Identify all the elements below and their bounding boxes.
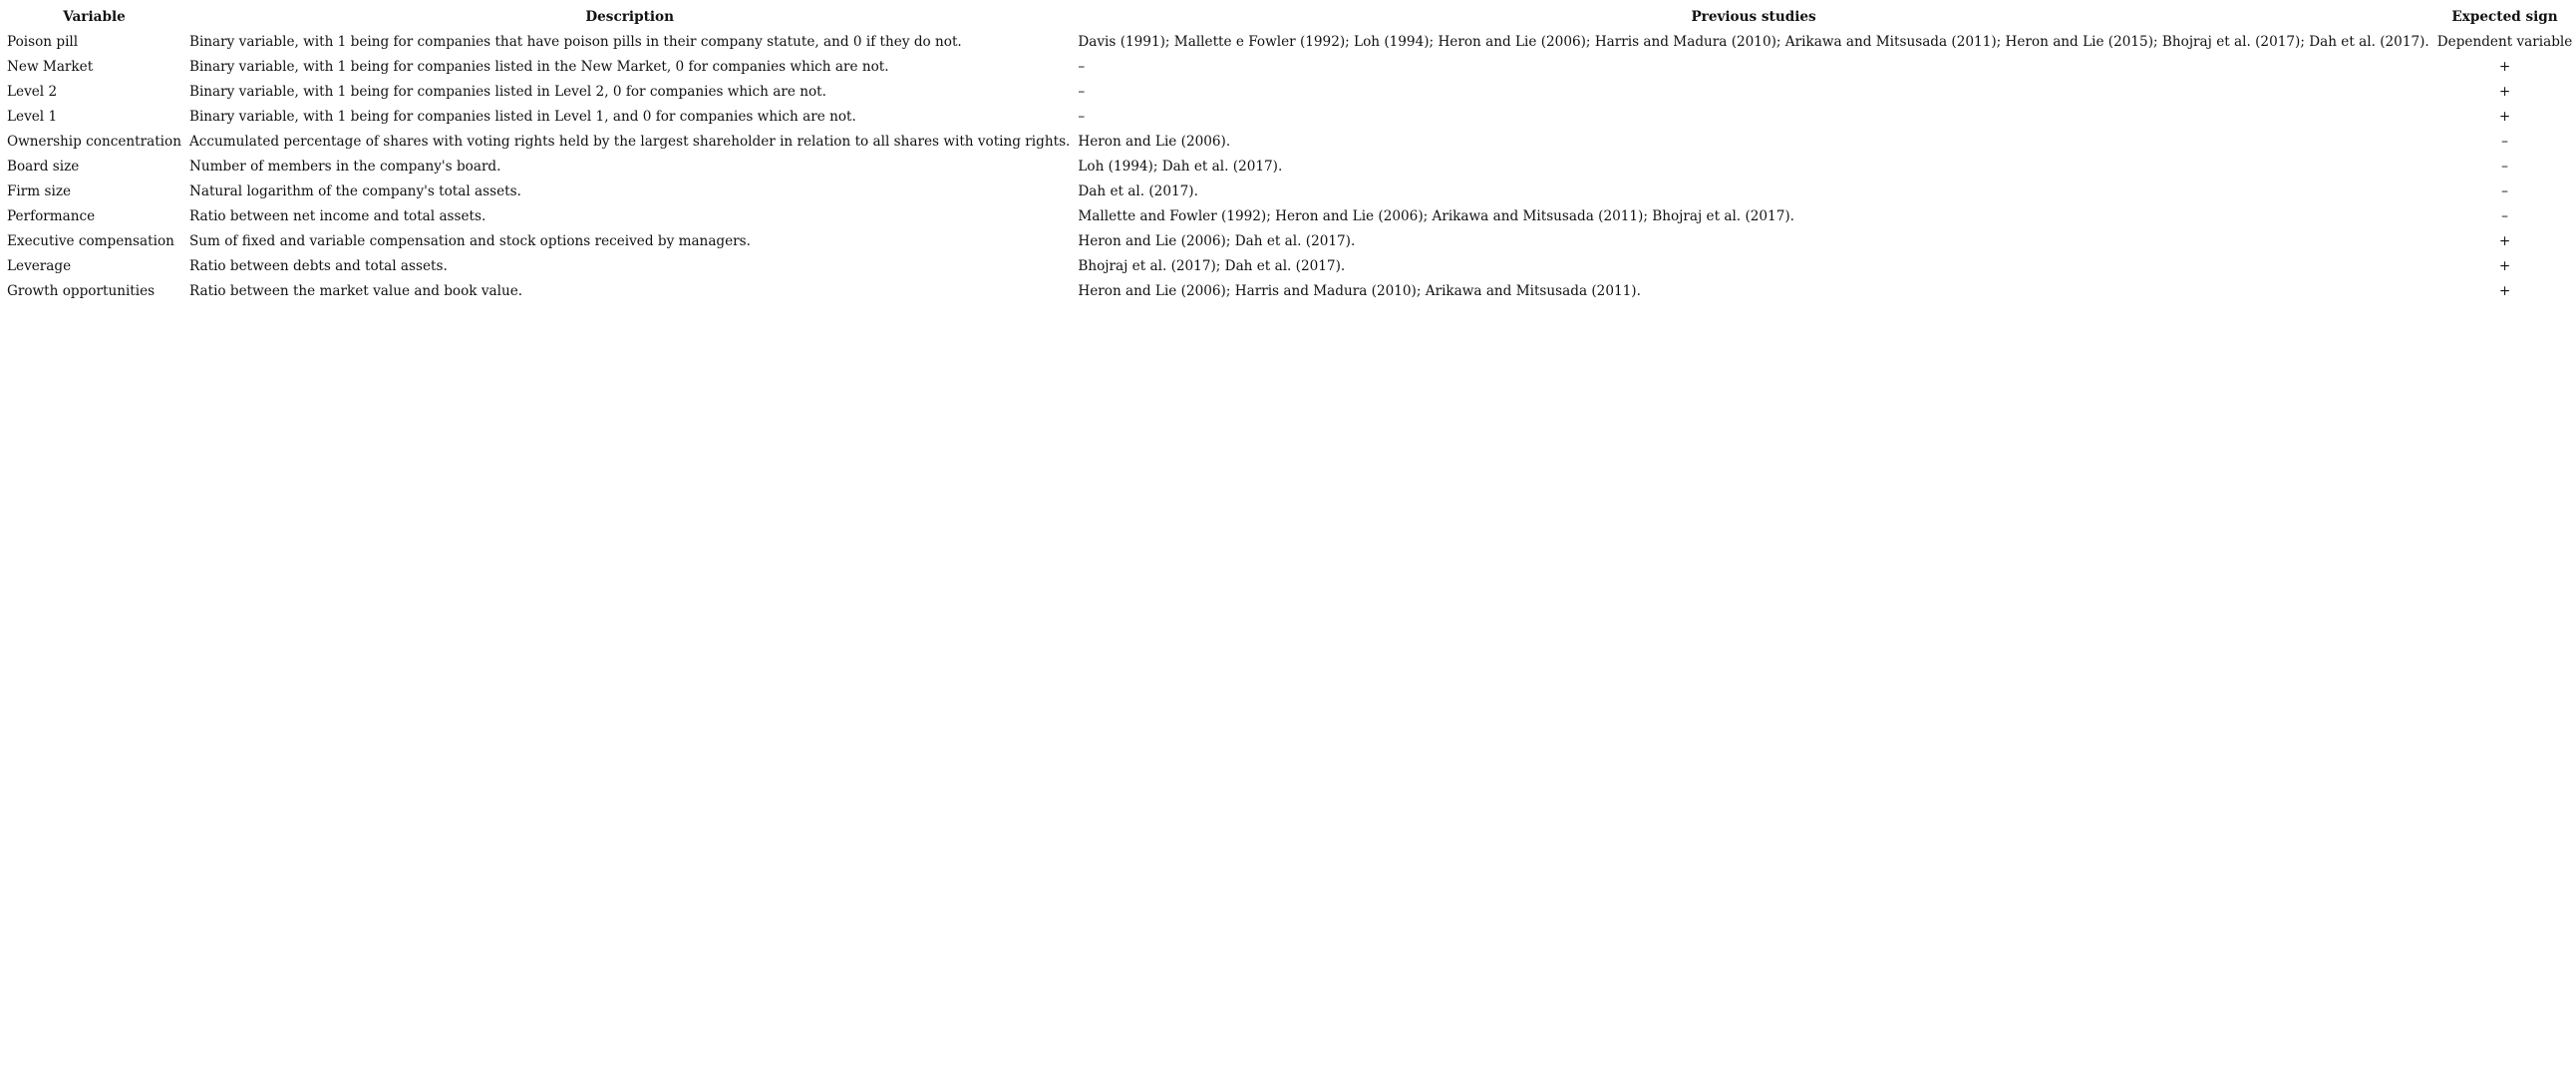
cell-previous-studies: Heron and Lie (2006); Harris and Madura (2010); Arikawa and Mitsusada (2011).	[1078, 283, 1641, 299]
cell-variable: Poison pill	[7, 34, 79, 50]
cell-description: Number of members in the company's board.	[188, 159, 501, 175]
cell-previous-studies: Bhojraj et al. (2017); Dah et al. (2017).	[1078, 258, 1346, 274]
cell-description: Ratio between debts and total assets.	[188, 258, 448, 274]
cell-expected-sign: –	[2501, 208, 2508, 224]
cell-description: Binary variable, with 1 being for companies that have poison pills in their company statute, and 0 if they do not.	[188, 34, 962, 50]
cell-expected-sign: +	[2498, 283, 2511, 299]
table-row	[3, 179, 2576, 204]
cell-variable: Performance	[7, 208, 96, 224]
cell-description: Natural logarithm of the company's total assets.	[188, 183, 521, 199]
cell-expected-sign: Dependent variable	[2436, 34, 2573, 50]
table-row	[3, 80, 2576, 105]
header-row	[3, 5, 2576, 30]
cell-expected-sign: +	[2498, 59, 2511, 75]
cell-variable: Executive compensation	[7, 233, 174, 249]
cell-variable: New Market	[7, 59, 94, 75]
table-row	[3, 30, 2576, 55]
table-row	[3, 55, 2576, 80]
variables-table	[3, 5, 2576, 304]
cell-description: Binary variable, with 1 being for companies listed in Level 1, and 0 for companies which are not.	[188, 109, 856, 125]
cell-variable: Ownership concentration	[7, 134, 181, 150]
table-body	[3, 30, 2576, 304]
cell-description: Sum of fixed and variable compensation and stock options received by managers.	[188, 233, 751, 249]
cell-description: Accumulated percentage of shares with voting rights held by the largest shareholder in relation to all shares with voting rights.	[188, 134, 1071, 150]
cell-previous-studies: Dah et al. (2017).	[1078, 183, 1198, 199]
header-previous-studies: Previous studies	[1691, 9, 1816, 25]
cell-previous-studies: Heron and Lie (2006).	[1078, 134, 1231, 150]
cell-previous-studies: Heron and Lie (2006); Dah et al. (2017).	[1078, 233, 1356, 249]
cell-expected-sign: +	[2498, 109, 2511, 125]
cell-description: Binary variable, with 1 being for companies listed in the New Market, 0 for companies which are not.	[188, 59, 889, 75]
cell-previous-studies: –	[1078, 109, 1086, 125]
cell-variable: Level 1	[7, 109, 58, 125]
cell-expected-sign: +	[2498, 84, 2511, 100]
cell-expected-sign: +	[2498, 233, 2511, 249]
table-row	[3, 254, 2576, 279]
cell-previous-studies: Loh (1994); Dah et al. (2017).	[1078, 159, 1283, 175]
table-row	[3, 204, 2576, 229]
cell-previous-studies: –	[1078, 84, 1086, 100]
table-row	[3, 105, 2576, 130]
cell-variable: Growth opportunities	[7, 283, 156, 299]
header-variable: Variable	[63, 9, 126, 25]
cell-previous-studies: Davis (1991); Mallette e Fowler (1992); Loh (1994); Heron and Lie (2006); Harris and Madura (2010); Arikawa and Mitsusada (2011); Heron and Lie (2015); Bhojraj et al. (2017); Dah et al. (2017).	[1078, 34, 2429, 50]
cell-variable: Firm size	[7, 183, 72, 199]
header-description: Description	[585, 9, 674, 25]
table-row	[3, 155, 2576, 179]
table-row	[3, 130, 2576, 155]
cell-description: Binary variable, with 1 being for companies listed in Level 2, 0 for companies which are not.	[188, 84, 826, 100]
cell-variable: Level 2	[7, 84, 58, 100]
cell-expected-sign: –	[2501, 134, 2508, 150]
cell-previous-studies: –	[1078, 59, 1086, 75]
cell-expected-sign: –	[2501, 183, 2508, 199]
table-header	[3, 5, 2576, 30]
table-row	[3, 229, 2576, 254]
cell-description: Ratio between the market value and book value.	[188, 283, 523, 299]
cell-previous-studies: Mallette and Fowler (1992); Heron and Lie (2006); Arikawa and Mitsusada (2011); Bhojraj et al. (2017).	[1078, 208, 1794, 224]
cell-expected-sign: –	[2501, 159, 2508, 175]
header-expected-sign: Expected sign	[2451, 9, 2558, 25]
cell-description: Ratio between net income and total assets.	[188, 208, 486, 224]
cell-variable: Board size	[7, 159, 80, 175]
cell-expected-sign: +	[2498, 258, 2511, 274]
table-row	[3, 279, 2576, 304]
cell-variable: Leverage	[7, 258, 72, 274]
